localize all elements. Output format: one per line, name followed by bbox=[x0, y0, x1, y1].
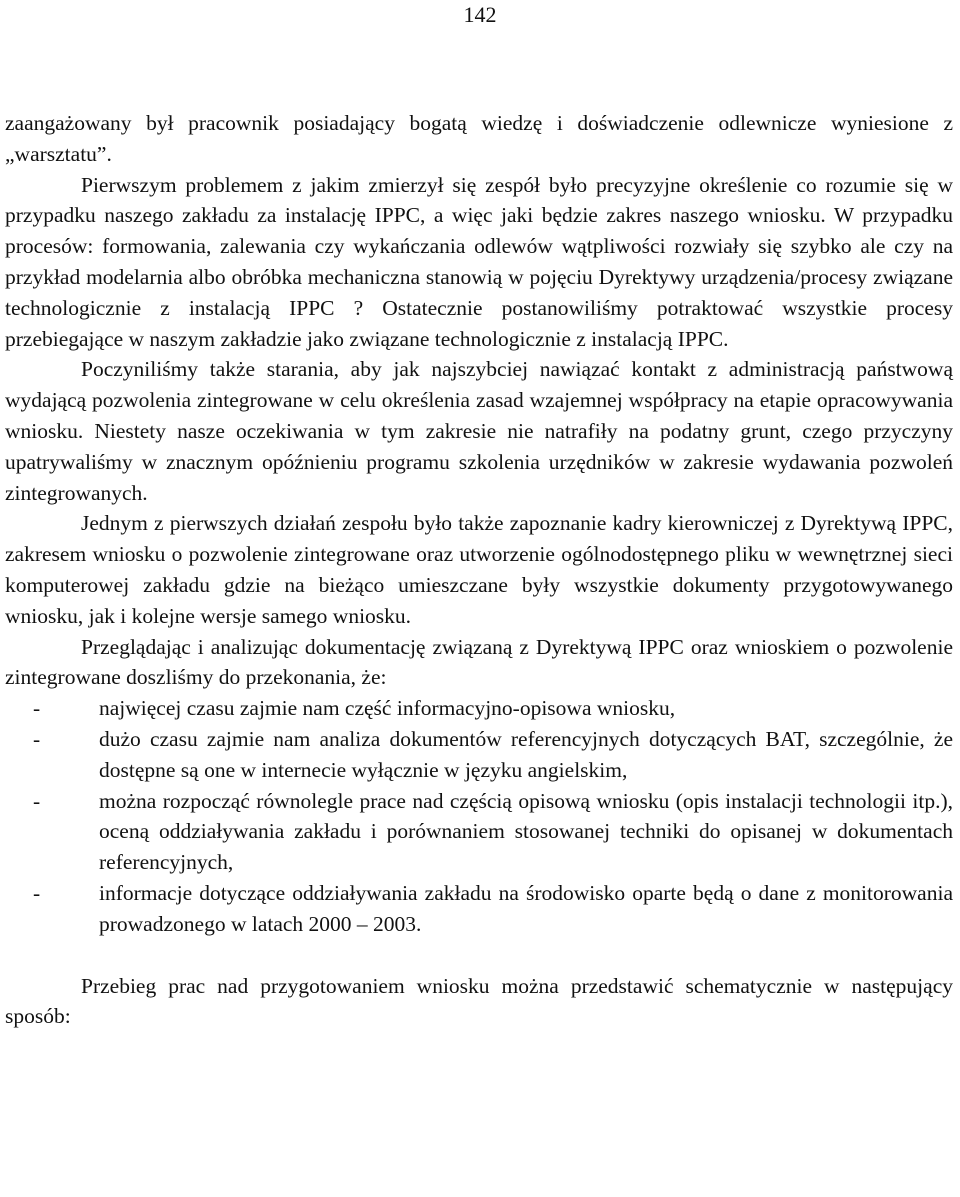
list-dash: - bbox=[33, 726, 41, 751]
list-dash: - bbox=[33, 880, 41, 905]
list-item-text: informacje dotyczące oddziaływania zakładu na środowisko oparte będą o dane z monitorowania prowadzonego w latach 2000 – 2003. bbox=[99, 880, 953, 936]
document-body bbox=[5, 108, 953, 1032]
conclusions-list bbox=[5, 693, 953, 939]
list-dash: - bbox=[33, 788, 41, 813]
paragraph-management-training: Jednym z pierwszych działań zespołu było także zapoznanie kadry kierowniczej z Dyrektywą IPPC, zakresem wniosku o pozwolenie zintegrowane oraz utworzenie ogólnodostępnego pliku w wewnętrznej sieci komputerowej zakładu gdzie na bieżąco umieszczane były wszystkie dokumenty przygotowywanego wniosku, jak i kolejne wersje samego wniosku. bbox=[5, 511, 953, 628]
paragraph-administration-contact: Poczyniliśmy także starania, aby jak najszybciej nawiązać kontakt z administracją państwową wydającą pozwolenia zintegrowane w celu określenia zasad wzajemnej współpracy na etapie opracowywania wniosku. Niestety nasze oczekiwania w tym zakresie nie natrafiły na podatny grunt, czego przyczyny upatrywaliśmy w znacznym opóźnieniu programu szkolenia urzędników w zakresie wydawania pozwoleń zintegrowanych. bbox=[5, 357, 953, 505]
paragraph-documentation-review: Przeglądając i analizując dokumentację związaną z Dyrektywą IPPC oraz wnioskiem o pozwolenie zintegrowane doszliśmy do przekonania, że: bbox=[5, 634, 953, 690]
list-item-text: najwięcej czasu zajmie nam część informacyjno-opisowa wniosku, bbox=[99, 696, 676, 721]
paragraph-gap bbox=[5, 940, 953, 971]
list-dash: - bbox=[33, 696, 41, 721]
list-item bbox=[5, 878, 953, 940]
page-number: 142 bbox=[463, 2, 497, 27]
list-item bbox=[5, 786, 953, 878]
list-item-text: można rozpocząć równolegle prace nad częścią opisową wniosku (opis instalacji technologii itp.), oceną oddziaływania zakładu i porównaniem stosowanej techniki do opisanej w dokumentach referencyjnych, bbox=[99, 788, 953, 875]
list-item-text: dużo czasu zajmie nam analiza dokumentów referencyjnych dotyczących BAT, szczególnie, że dostępne są one w internecie wyłącznie w języku angielskim, bbox=[99, 726, 953, 782]
list-item bbox=[5, 693, 953, 724]
list-item bbox=[5, 724, 953, 786]
paragraph-ippc-scope: Pierwszym problemem z jakim zmierzył się zespół było precyzyjne określenie co rozumie się w przypadku naszego zakładu za instalację IPPC, a więc jaki będzie zakres naszego wniosku. W przypadku procesów: formowania, zalewania czy wykańczania odlewów wątpliwości rozwiały się szybko ale czy na przykład modelarnia albo obróbka mechaniczna stanowią w pojęciu Dyrektywy urządzenia/procesy związane technologicznie z instalacją IPPC ? Ostatecznie postanowiliśmy potraktować wszystkie procesy przebiegające w naszym zakładzie jako związane technologicznie z instalacją IPPC. bbox=[5, 172, 953, 351]
paragraph-work-schedule: Przebieg prac nad przygotowaniem wniosku można przedstawić schematycznie w następujący sposób: bbox=[5, 973, 953, 1029]
paragraph-continuation: zaangażowany był pracownik posiadający bogatą wiedzę i doświadczenie odlewnicze wyniesione z „warsztatu”. bbox=[5, 111, 953, 166]
